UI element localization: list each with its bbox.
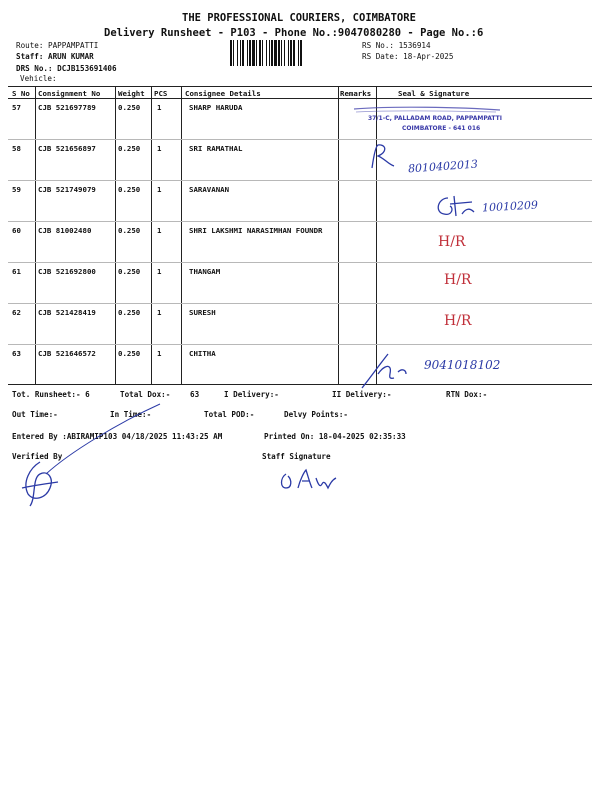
barcode-bar (288, 40, 289, 66)
cell-pcs: 1 (157, 144, 162, 153)
stamp-address: 37/1-C, PALLADAM ROAD, PAPPAMPATTI (368, 115, 502, 122)
barcode-bar (240, 40, 241, 66)
entered-by: Entered By :ABIRAMIP103 04/18/2025 11:43:25 AM (12, 432, 223, 441)
col-header-seal: Seal & Signature (398, 89, 470, 98)
row-divider (8, 344, 592, 345)
cell-consignment: CJB 81002480 (38, 226, 92, 235)
col-divider (181, 86, 182, 384)
remark-row62: H/R (444, 272, 472, 288)
table-bottom-rule (8, 384, 592, 385)
barcode-bar (259, 40, 261, 66)
cell-weight: 0.250 (118, 349, 141, 358)
barcode-image (230, 40, 354, 66)
row-divider (8, 221, 592, 222)
table-header-rule (8, 98, 592, 99)
cell-pcs: 1 (157, 267, 162, 276)
cell-consignment: CJB 521749079 (38, 185, 96, 194)
barcode-bar (271, 40, 273, 66)
barcode-bar (281, 40, 282, 66)
col-header-remarks: Remarks (340, 89, 372, 98)
barcode-bar (262, 40, 263, 66)
delvy-points-label: Delvy Points:- (284, 410, 349, 419)
cell-sno: 58 (12, 144, 21, 153)
remark-row61: H/R (438, 234, 466, 250)
runsheet-title: Delivery Runsheet - P103 - Phone No.:9047080280 - Page No.:6 (104, 27, 484, 39)
barcode-bar (290, 40, 292, 66)
row-divider (8, 303, 592, 304)
cell-consignee: SHRI LAKSHMI NARASIMHAN FOUNDR (189, 226, 323, 235)
barcode-bar (284, 40, 285, 66)
cell-sno: 57 (12, 103, 21, 112)
verifier-signature (10, 402, 170, 512)
cell-consignment: CJB 521656897 (38, 144, 96, 153)
barcode-bar (256, 40, 257, 66)
verified-by-label: Verified By (12, 452, 63, 461)
cell-weight: 0.250 (118, 226, 141, 235)
i-delivery-label: I Delivery:- (224, 390, 279, 399)
col-header-pcs: PCS (154, 89, 168, 98)
cell-pcs: 1 (157, 349, 162, 358)
cell-consignment: CJB 521692800 (38, 267, 96, 276)
col-divider (35, 86, 36, 384)
route-label: Route: PAPPAMPATTI (16, 41, 99, 50)
barcode-bar (269, 40, 270, 66)
cell-sno: 59 (12, 185, 21, 194)
table-top-rule (8, 86, 592, 87)
cell-pcs: 1 (157, 308, 162, 317)
cell-consignee: SURESH (189, 308, 216, 317)
barcode-bar (266, 40, 267, 66)
barcode-bar (242, 40, 244, 66)
cell-sno: 63 (12, 349, 21, 358)
col-divider (115, 86, 116, 384)
signature-row63 (360, 350, 424, 390)
cell-pcs: 1 (157, 226, 162, 235)
barcode-bar (230, 40, 232, 66)
cell-pcs: 1 (157, 103, 162, 112)
stamp-city: COIMBATORE - 641 016 (402, 125, 481, 132)
sig-row63-number: 9041018102 (424, 358, 501, 372)
signature-row58 (368, 142, 398, 172)
total-dox-value: 63 (190, 390, 200, 399)
row-divider (8, 180, 592, 181)
barcode-bar (237, 40, 238, 66)
cell-weight: 0.250 (118, 185, 141, 194)
company-title: THE PROFESSIONAL COURIERS, COIMBATORE (182, 12, 416, 24)
col-divider (338, 86, 339, 384)
cell-consignee: SRI RAMATHAL (189, 144, 243, 153)
cell-weight: 0.250 (118, 308, 141, 317)
rtn-dox-label: RTN Dox:- (446, 390, 488, 399)
barcode-bar (298, 40, 299, 66)
rs-date: RS Date: 18-Apr-2025 (362, 52, 454, 61)
out-time-label: Out Time:- (12, 410, 58, 419)
col-header-consignment: Consignment No (38, 89, 101, 98)
col-header-sno: S No (12, 89, 30, 98)
barcode-bar (247, 40, 248, 66)
staff-signature (276, 464, 356, 494)
remark-row63: H/R (444, 313, 472, 329)
cell-sno: 62 (12, 308, 21, 317)
cell-sno: 61 (12, 267, 21, 276)
barcode-bar (293, 40, 295, 66)
cell-pcs: 1 (157, 185, 162, 194)
company-stamp (350, 102, 510, 136)
in-time-label: In Time:- (110, 410, 152, 419)
sig-row58-number: 8010402013 (407, 157, 479, 176)
total-dox-label: Total Dox:- (120, 390, 171, 399)
barcode-bar (274, 40, 277, 66)
col-divider (151, 86, 152, 384)
cell-sno: 60 (12, 226, 21, 235)
barcode-bar (233, 40, 234, 66)
cell-weight: 0.250 (118, 267, 141, 276)
barcode-bar (300, 40, 302, 66)
staff-label: Staff: ARUN KUMAR (16, 52, 94, 61)
cell-consignment: CJB 521646572 (38, 349, 96, 358)
total-pod-label: Total POD:- (204, 410, 255, 419)
cell-consignee: CHITHA (189, 349, 216, 358)
barcode-bar (249, 40, 251, 66)
col-header-consignee: Consignee Details (185, 89, 261, 98)
cell-weight: 0.250 (118, 144, 141, 153)
row-divider (8, 262, 592, 263)
printed-on: Printed On: 18-04-2025 02:35:33 (264, 432, 406, 441)
staff-signature-label: Staff Signature (262, 452, 331, 461)
cell-consignee: SARAVANAN (189, 185, 230, 194)
row-divider (8, 139, 592, 140)
sig-row59-number: 10010209 (481, 198, 539, 215)
cell-consignment: CJB 521697789 (38, 103, 96, 112)
drs-label: DRS No.: DCJB153691406 (16, 64, 117, 73)
cell-weight: 0.250 (118, 103, 141, 112)
cell-consignee: SHARP HARUDA (189, 103, 243, 112)
cell-consignment: CJB 521428419 (38, 308, 96, 317)
vehicle-label: Vehicle: (20, 74, 57, 83)
rs-number: RS No.: 1536914 (362, 41, 431, 50)
barcode-bar (278, 40, 280, 66)
ii-delivery-label: II Delivery:- (332, 390, 392, 399)
signature-row59 (432, 192, 482, 224)
cell-consignee: THANGAM (189, 267, 221, 276)
col-header-weight: Weight (118, 89, 145, 98)
tot-runsheet: Tot. Runsheet:- 6 (12, 390, 90, 399)
barcode-bar (252, 40, 255, 66)
